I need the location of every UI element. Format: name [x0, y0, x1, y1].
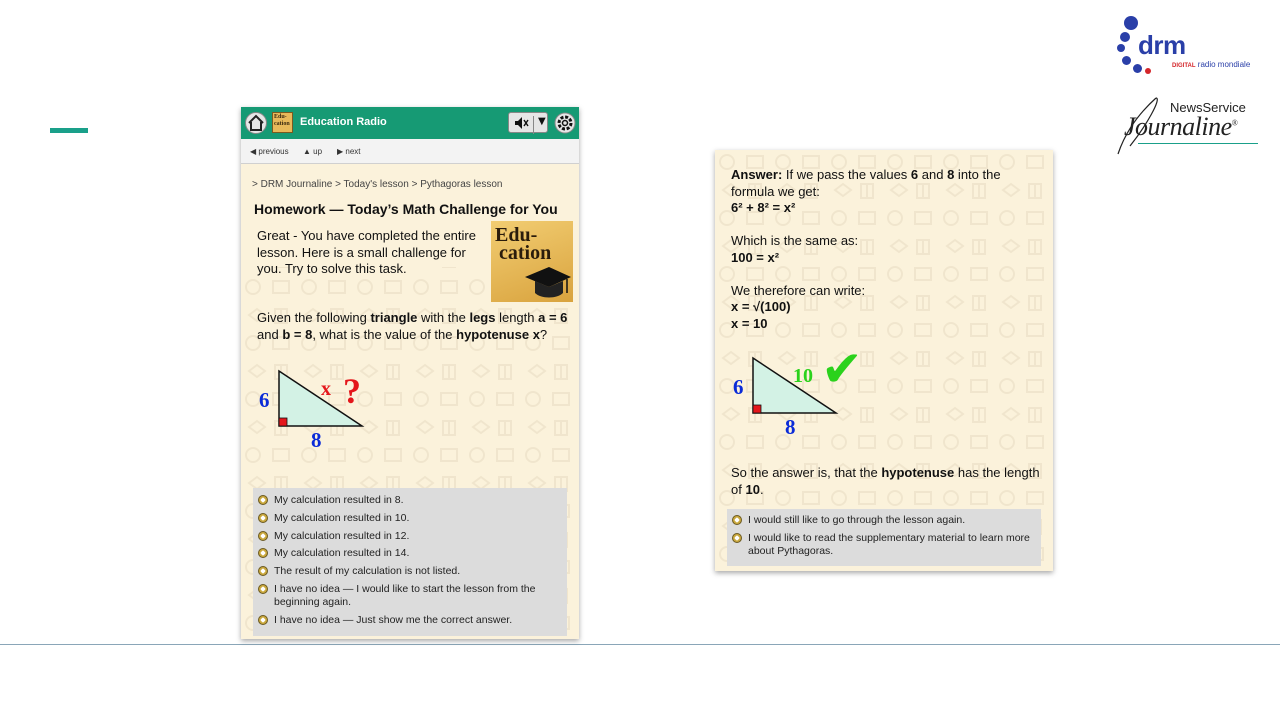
triangle-solution-diagram — [729, 336, 889, 446]
option-item[interactable]: My calculation resulted in 12. — [253, 530, 567, 543]
formula-1: 6² + 8² = x² — [731, 200, 796, 215]
side-b-label: 8 — [785, 415, 796, 439]
nav-up[interactable]: ▲ up — [303, 147, 323, 156]
link-icon — [732, 515, 742, 525]
side-a-label: 6 — [733, 375, 744, 399]
intro-text: Great - You have completed the entire lesson. Here is a small challenge for you. Try to solve this task. — [257, 228, 476, 276]
page-title: Homework — Today’s Math Challenge for You — [254, 201, 558, 217]
option-item[interactable]: My calculation resulted in 14. — [253, 547, 567, 560]
link-icon — [258, 615, 268, 625]
conclusion-text: So the answer is, that the hypotenuse has the length of 10. — [731, 465, 1040, 497]
option-item[interactable]: I have no idea — I would like to start the lesson from the beginning again. — [253, 583, 567, 609]
journaline-wordmark: Journaline® — [1124, 112, 1238, 141]
journaline-underline — [1138, 143, 1258, 144]
checkmark-icon: ✔ — [821, 340, 863, 398]
link-icon — [258, 513, 268, 523]
speaker-mute-icon — [512, 114, 530, 132]
formula-4: x = 10 — [731, 315, 768, 331]
link-icon — [258, 566, 268, 576]
education-thumbnail: Edu-cation — [272, 112, 293, 133]
journaline-newsservice: NewsService — [1170, 100, 1246, 115]
journaline-screen-answer — [715, 150, 1053, 571]
nav-bar — [241, 139, 579, 164]
link-icon — [258, 584, 268, 594]
option-item[interactable]: My calculation resulted in 8. — [253, 494, 567, 507]
side-b-label: 8 — [311, 428, 322, 452]
bottom-rule — [0, 644, 1280, 645]
link-icon — [258, 495, 268, 505]
app-header — [241, 107, 579, 139]
hypotenuse-label: x — [321, 378, 331, 400]
option-item[interactable]: My calculation resulted in 10. — [253, 512, 567, 525]
question-text: Given the following triangle with the legs length a = 6 and b = 8, what is the value of the hypotenuse x? — [257, 310, 568, 342]
formula-3: x = √(100) — [731, 299, 791, 314]
link-icon — [732, 533, 742, 543]
education-image: Edu- cation — [491, 221, 573, 302]
side-a-label: 6 — [259, 388, 270, 412]
option-item[interactable]: I would still like to go through the lesson again. — [727, 514, 1041, 527]
hypotenuse-label: 10 — [793, 365, 813, 387]
option-item[interactable]: I have no idea — Just show me the correct answer. — [253, 614, 567, 627]
audio-button[interactable] — [508, 112, 548, 133]
link-icon — [258, 531, 268, 541]
app-title: Education Radio — [300, 116, 387, 128]
answer-options — [253, 488, 567, 636]
drm-logo — [1114, 14, 1264, 78]
settings-button[interactable] — [554, 112, 576, 134]
home-button[interactable] — [245, 112, 267, 134]
formula-2: 100 = x² — [731, 249, 780, 265]
journaline-logo — [1116, 96, 1266, 156]
drm-subtitle: DIGITAL radio mondiale — [1172, 60, 1251, 69]
home-icon — [246, 113, 266, 133]
option-item[interactable]: I would like to read the supplementary material to learn more about Pythagoras. — [727, 532, 1041, 558]
link-icon — [258, 548, 268, 558]
answer-text: Answer: If we pass the values 6 and 8 into the formula we get: 6² + 8² = x² Which is the same as: 100 = x² We therefore can write: x = √(100) x = 10 — [731, 167, 1001, 331]
accent-bar — [50, 128, 88, 133]
journaline-screen-question — [241, 107, 579, 639]
option-item[interactable]: The result of my calculation is not listed. — [253, 565, 567, 578]
gear-icon — [554, 112, 576, 134]
drm-wordmark: drm — [1138, 30, 1186, 60]
nav-previous[interactable]: ◀ previous — [250, 147, 289, 156]
question-mark-icon: ? — [343, 371, 361, 411]
breadcrumb[interactable]: > DRM Journaline > Today's lesson > Pythagoras lesson — [252, 179, 503, 190]
nav-next[interactable]: ▶ next — [337, 147, 361, 156]
triangle-diagram — [255, 365, 385, 455]
chevron-down-icon[interactable]: ▼ — [533, 116, 546, 134]
followup-options — [727, 509, 1041, 566]
graduation-cap-icon — [521, 263, 573, 302]
